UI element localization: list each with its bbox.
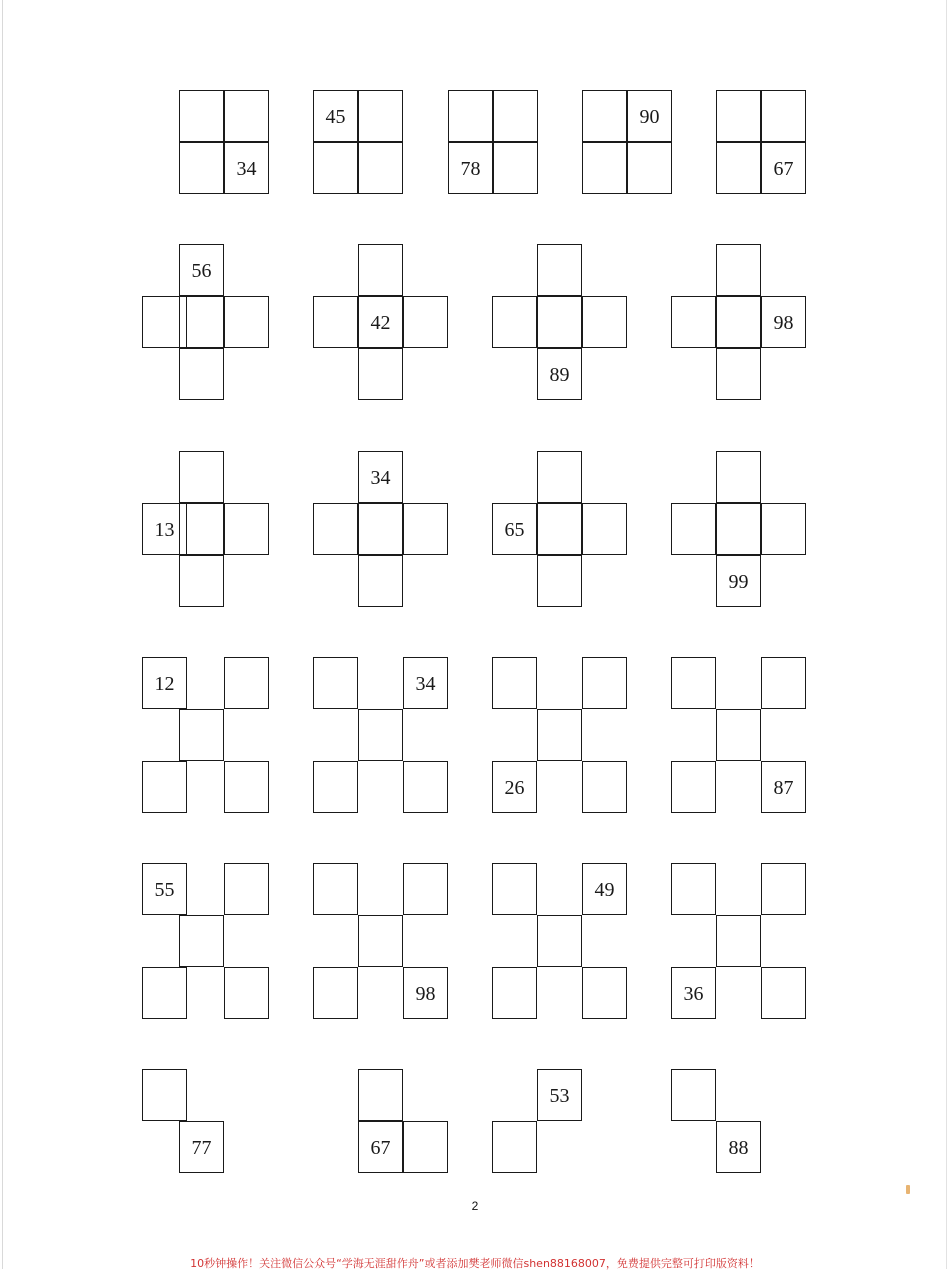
empty-cell (493, 90, 538, 142)
empty-cell (671, 863, 716, 915)
empty-cell (627, 142, 672, 194)
cell-number: 90 (639, 106, 660, 128)
empty-cell (716, 244, 761, 296)
empty-cell (358, 915, 403, 967)
empty-cell (448, 90, 493, 142)
cell-number: 98 (415, 983, 436, 1005)
empty-cell (142, 1069, 187, 1121)
cell-number: 26 (504, 777, 525, 799)
empty-cell (537, 451, 582, 503)
empty-cell (358, 709, 403, 761)
empty-cell (403, 863, 448, 915)
empty-cell (671, 761, 716, 813)
empty-cell (582, 90, 627, 142)
empty-cell (716, 503, 761, 555)
empty-cell (142, 761, 187, 813)
empty-cell (224, 657, 269, 709)
empty-cell (403, 503, 448, 555)
corner-mark (906, 1185, 910, 1194)
empty-cell (313, 863, 358, 915)
cell-number: 42 (370, 312, 391, 334)
cell-number: 99 (728, 571, 749, 593)
empty-cell (761, 863, 806, 915)
empty-cell (224, 761, 269, 813)
empty-cell (716, 915, 761, 967)
empty-cell (716, 142, 761, 194)
empty-cell (313, 142, 358, 194)
empty-cell (537, 244, 582, 296)
empty-cell (537, 296, 582, 348)
empty-cell (671, 657, 716, 709)
empty-cell (358, 90, 403, 142)
empty-cell (313, 503, 358, 555)
empty-cell (179, 709, 224, 761)
empty-cell (582, 142, 627, 194)
empty-cell (492, 967, 537, 1019)
cell-number: 88 (728, 1137, 749, 1159)
empty-cell (224, 90, 269, 142)
empty-cell (224, 967, 269, 1019)
cell-number: 77 (191, 1137, 212, 1159)
empty-cell (403, 1121, 448, 1173)
empty-cell (582, 967, 627, 1019)
empty-cell (716, 90, 761, 142)
cell-number: 98 (773, 312, 794, 334)
empty-cell (313, 657, 358, 709)
empty-cell (358, 555, 403, 607)
empty-cell (671, 296, 716, 348)
empty-cell (179, 503, 224, 555)
empty-cell (761, 967, 806, 1019)
empty-cell (582, 657, 627, 709)
empty-cell (716, 451, 761, 503)
empty-cell (671, 503, 716, 555)
empty-cell (313, 761, 358, 813)
cell-number: 12 (154, 673, 175, 695)
cell-number: 34 (415, 673, 436, 695)
empty-cell (537, 503, 582, 555)
cell-number: 49 (594, 879, 615, 901)
cell-number: 55 (154, 879, 175, 901)
empty-cell (761, 503, 806, 555)
cell-number: 34 (236, 158, 257, 180)
empty-cell (671, 1069, 716, 1121)
cell-number: 36 (683, 983, 704, 1005)
empty-cell (493, 142, 538, 194)
cell-number: 87 (773, 777, 794, 799)
page-number: 2 (471, 1199, 479, 1213)
empty-cell (224, 296, 269, 348)
empty-cell (761, 90, 806, 142)
empty-cell (224, 503, 269, 555)
empty-cell (179, 451, 224, 503)
empty-cell (716, 296, 761, 348)
empty-cell (537, 915, 582, 967)
empty-cell (492, 296, 537, 348)
empty-cell (179, 142, 224, 194)
cell-number: 89 (549, 364, 570, 386)
empty-cell (492, 657, 537, 709)
empty-cell (716, 348, 761, 400)
cell-number: 53 (549, 1085, 570, 1107)
empty-cell (403, 296, 448, 348)
cell-number: 56 (191, 260, 212, 282)
cell-number: 34 (370, 467, 391, 489)
empty-cell (142, 967, 187, 1019)
empty-cell (358, 503, 403, 555)
cell-number: 13 (154, 519, 175, 541)
empty-cell (358, 142, 403, 194)
empty-cell (358, 348, 403, 400)
empty-cell (224, 863, 269, 915)
empty-cell (179, 296, 224, 348)
footer-note: 10秒钟操作！关注微信公众号“学海无涯甜作舟”或者添加樊老师微信shen88168007，免费提供完整可打印版资料！ (190, 1257, 760, 1270)
empty-cell (761, 657, 806, 709)
cell-number: 67 (773, 158, 794, 180)
empty-cell (492, 863, 537, 915)
empty-cell (179, 90, 224, 142)
empty-cell (358, 1069, 403, 1121)
cell-number: 67 (370, 1137, 391, 1159)
cell-number: 45 (325, 106, 346, 128)
empty-cell (537, 555, 582, 607)
empty-cell (582, 761, 627, 813)
empty-cell (179, 348, 224, 400)
empty-cell (358, 244, 403, 296)
empty-cell (179, 915, 224, 967)
empty-cell (313, 296, 358, 348)
cell-number: 78 (460, 158, 481, 180)
empty-cell (492, 1121, 537, 1173)
empty-cell (179, 555, 224, 607)
empty-cell (582, 503, 627, 555)
empty-cell (537, 709, 582, 761)
empty-cell (716, 709, 761, 761)
empty-cell (313, 967, 358, 1019)
empty-cell (403, 761, 448, 813)
empty-cell (582, 296, 627, 348)
cell-number: 65 (504, 519, 525, 541)
